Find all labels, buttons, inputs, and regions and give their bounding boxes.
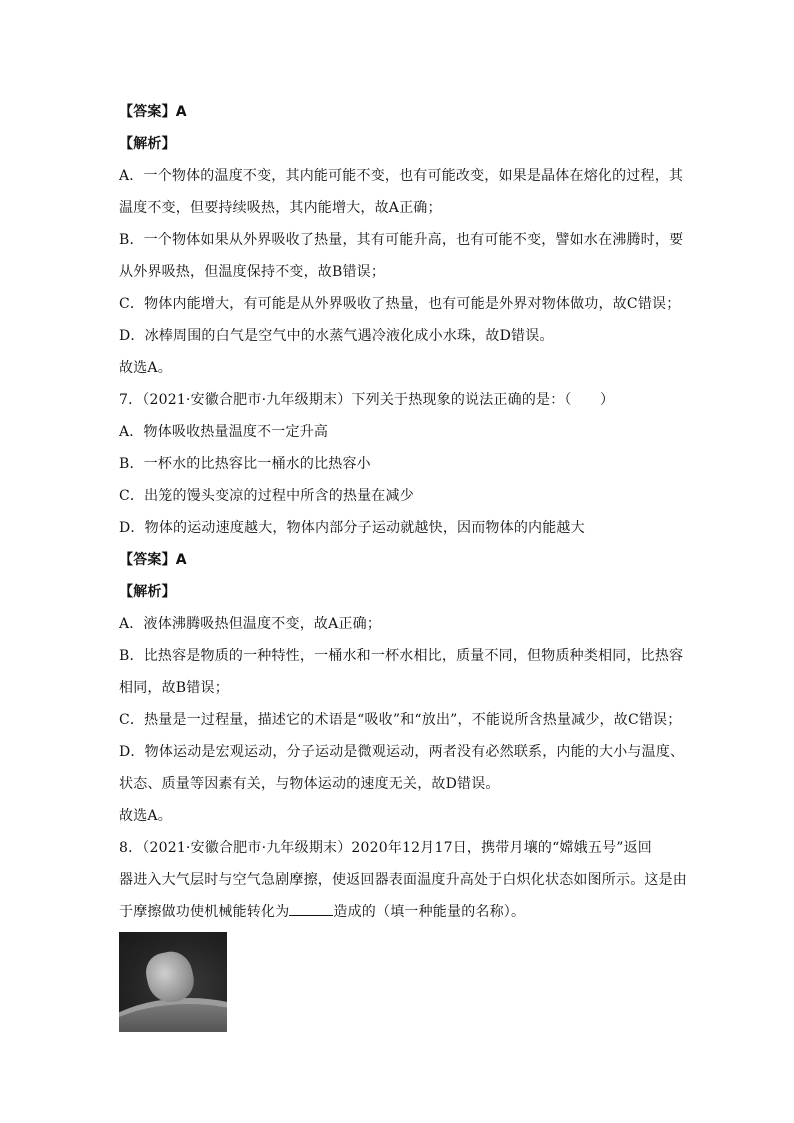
text-line: 器进入大气层时与空气急剧摩擦，使返回器表面温度升高处于白炽化状态如图所示。这是由 — [119, 872, 687, 888]
text-line: 【解析】 — [119, 584, 176, 600]
text-line: A．一个物体的温度不变，其内能可能不变，也有可能改变，如果是晶体在熔化的过程，其 — [119, 168, 684, 184]
text-line: 7．（2021·安徽合肥市·九年级期末）下列关于热现象的说法正确的是：（ ） — [119, 392, 615, 408]
text-line: B．比热容是物质的一种特性，一桶水和一杯水相比，质量不同，但物质种类相同，比热容 — [119, 648, 684, 664]
answer-blank — [289, 901, 333, 916]
text-line: 故选A。 — [119, 808, 172, 824]
text-line: A．液体沸腾吸热但温度不变，故A正确； — [119, 616, 382, 632]
earth-limb-icon — [119, 998, 227, 1032]
text-line: 【答案】A — [119, 552, 187, 568]
text-line: 相同，故B错误； — [119, 680, 229, 696]
question-8-text-after-blank: 造成的（填一种能量的名称）。 — [333, 904, 526, 920]
text-line: 状态、质量等因素有关，与物体运动的速度无关，故D错误。 — [119, 776, 500, 792]
text-line: 【答案】A — [119, 104, 187, 120]
question-8-text-before-blank: 于摩擦做功使机械能转化为 — [119, 904, 290, 920]
text-line: 温度不变，但要持续吸热，其内能增大，故A正确； — [119, 200, 442, 216]
text-body — [119, 96, 687, 896]
text-line: C．物体内能增大，有可能是从外界吸收了热量，也有可能是外界对物体做功，故C错误； — [119, 296, 681, 312]
question-8-last-line — [119, 896, 679, 928]
text-line: D．冰棒周围的白气是空气中的水蒸气遇冷液化成小水珠，故D错误。 — [119, 328, 554, 344]
reentry-capsule-photo — [119, 932, 227, 1032]
text-line: 从外界吸热，但温度保持不变，故B错误； — [119, 264, 386, 280]
text-line: 故选A。 — [119, 360, 172, 376]
text-line: A．物体吸收热量温度不一定升高 — [119, 424, 329, 440]
text-line: 【解析】 — [119, 136, 176, 152]
document-page — [119, 96, 687, 1032]
text-line: C．热量是一过程量，描述它的术语是“吸收”和“放出”，不能说所含热量减少，故C错误； — [119, 712, 682, 728]
text-line: B．一个物体如果从外界吸收了热量，其有可能升高，也有可能不变，譬如水在沸腾时，要 — [119, 232, 684, 248]
text-line: B．一杯水的比热容比一桶水的比热容小 — [119, 456, 371, 472]
text-line: D．物体的运动速度越大，物体内部分子运动就越快，因而物体的内能越大 — [119, 520, 585, 536]
text-line: 8．（2021·安徽合肥市·九年级期末）2020年12月17日，携带月壤的“嫦娥五号”返回 — [119, 840, 653, 856]
text-line: C．出笼的馒头变凉的过程中所含的热量在减少 — [119, 488, 414, 504]
text-line: D．物体运动是宏观运动，分子运动是微观运动，两者没有必然联系，内能的大小与温度、 — [119, 744, 685, 760]
